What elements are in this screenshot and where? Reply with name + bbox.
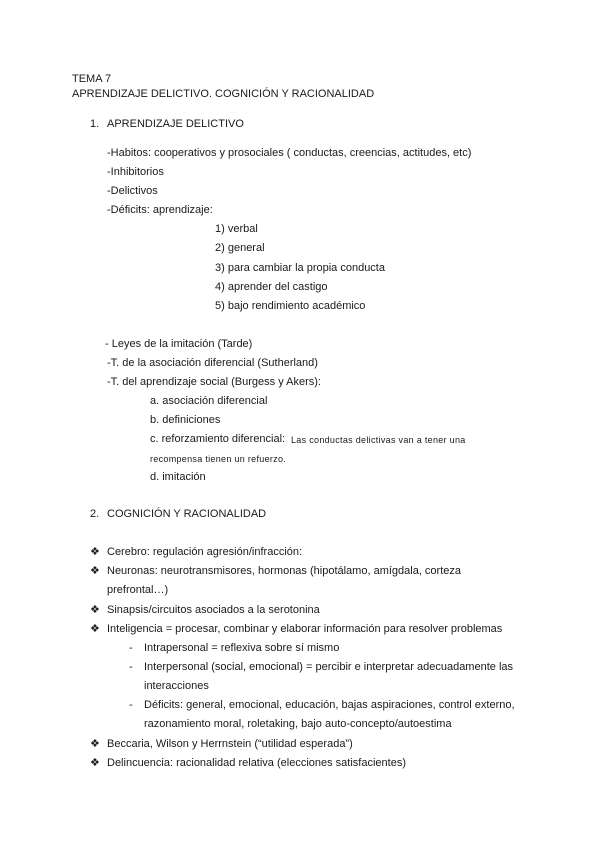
sinapsis-line: Sinapsis/circuitos asociados a la serotonina xyxy=(107,604,320,616)
delictivos-line: -Delictivos xyxy=(107,185,158,197)
aprendizaje-social-line: -T. del aprendizaje social (Burgess y Akers): xyxy=(107,376,321,388)
neuronas-line: Neuronas: neurotransmisores, hormonas (hipotálamo, amígdala, corteza xyxy=(107,565,462,577)
intrapersonal-line: Intrapersonal = reflexiva sobre sí mismo xyxy=(144,642,340,654)
deficits-line: Déficits: general, emocional, educación, bajas aspiraciones, control externo, xyxy=(144,699,515,711)
interpersonal-line-continued: interacciones xyxy=(144,680,209,692)
inhibitorios-line: -Inhibitorios xyxy=(107,166,164,178)
diamond-bullet-icon: ❖ xyxy=(90,565,100,577)
asociacion-line: -T. de la asociación diferencial (Sutherland) xyxy=(107,357,318,369)
deficit-item: 1) verbal xyxy=(215,223,258,235)
deficits-line-continued: razonamiento moral, roletaking, bajo auto-concepto/autoestima xyxy=(144,718,452,730)
deficits-line: -Déficits: aprendizaje: xyxy=(107,204,213,216)
deficit-item: 2) general xyxy=(215,242,265,254)
dash-bullet: - xyxy=(129,661,133,673)
beccaria-line: Beccaria, Wilson y Herrnstein (“utilidad esperada”) xyxy=(107,738,353,750)
diamond-bullet-icon: ❖ xyxy=(90,623,100,635)
diamond-bullet-icon: ❖ xyxy=(90,757,100,769)
leyes-line: - Leyes de la imitación (Tarde) xyxy=(105,338,253,350)
section-2-number: 2. xyxy=(90,508,100,520)
section-1-number: 1. xyxy=(90,118,100,130)
neuronas-line-continued: prefrontal…) xyxy=(107,584,169,596)
social-item-c-note: Las conductas delictivas van a tener una xyxy=(291,435,466,445)
social-item-a: a. asociación diferencial xyxy=(150,395,268,407)
interpersonal-line: Interpersonal (social, emocional) = percibir e interpretar adecuadamente las xyxy=(144,661,513,673)
dash-bullet: - xyxy=(129,642,133,654)
section-1-heading: APRENDIZAJE DELICTIVO xyxy=(107,118,244,130)
social-item-d: d. imitación xyxy=(150,471,206,483)
inteligencia-line: Inteligencia = procesar, combinar y elaborar información para resolver problemas xyxy=(107,623,503,635)
document-title: APRENDIZAJE DELICTIVO. COGNICIÓN Y RACIONALIDAD xyxy=(72,88,375,100)
delincuencia-line: Delincuencia: racionalidad relativa (elecciones satisfacientes) xyxy=(107,757,406,769)
diamond-bullet-icon: ❖ xyxy=(90,604,100,616)
social-item-c-note-continued: recompensa tienen un refuerzo. xyxy=(150,454,287,464)
section-2-heading: COGNICIÓN Y RACIONALIDAD xyxy=(107,508,267,520)
dash-bullet: - xyxy=(129,699,133,711)
social-item-c: c. reforzamiento diferencial: xyxy=(150,433,286,445)
social-item-b: b. definiciones xyxy=(150,414,221,426)
cerebro-line: Cerebro: regulación agresión/infracción: xyxy=(107,546,303,558)
tema-label: TEMA 7 xyxy=(72,73,112,85)
deficit-item: 4) aprender del castigo xyxy=(215,281,328,293)
diamond-bullet-icon: ❖ xyxy=(90,546,100,558)
diamond-bullet-icon: ❖ xyxy=(90,738,100,750)
deficit-item: 5) bajo rendimiento académico xyxy=(215,300,366,312)
deficit-item: 3) para cambiar la propia conducta xyxy=(215,262,385,274)
habitos-line: -Habitos: cooperativos y prosociales ( conductas, creencias, actitudes, etc) xyxy=(107,147,472,159)
